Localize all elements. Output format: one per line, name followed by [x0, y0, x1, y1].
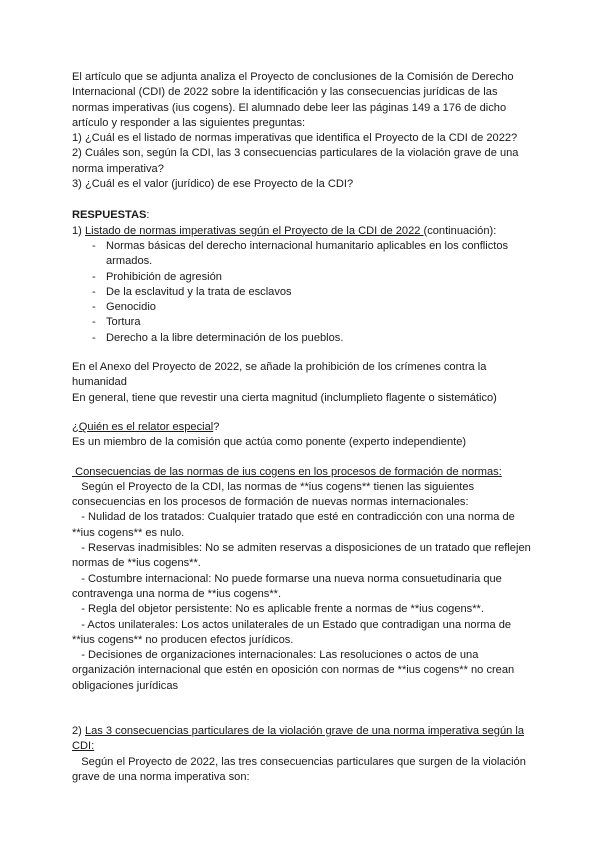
intro-paragraph: El artículo que se adjunta analiza el Proyecto de conclusiones de la Comisión de Derecho Internacional (CDI) de 2022 sobre la identificación y las consecuencias jurídicas de las normas imperativas (ius cogens). El alumnado debe leer las páginas 149 a 176 de dicho artículo y responder a las siguientes preguntas: — [72, 71, 514, 129]
relator-question-text: Quién es el relator especial — [78, 420, 214, 433]
document-page — [72, 70, 532, 785]
list-item: - Normas básicas del derecho internacional humanitario aplicables en los conflictos armados. — [92, 239, 532, 270]
norms-list — [72, 239, 532, 346]
consequence-item: - Regla del objetor persistente: No es aplicable frente a normas de **ius cogens**. — [72, 603, 484, 616]
answers-heading-colon: : — [146, 209, 150, 222]
question-2: 2) Cuáles son, según la CDI, las 3 consecuencias particulares de la violación grave de una norma imperativa? — [72, 147, 519, 175]
consequences-title-line — [72, 465, 532, 480]
question-3: 3) ¿Cuál es el valor (jurídico) de ese Proyecto de la CDI? — [72, 178, 354, 191]
list-item: - Genocidio — [92, 300, 532, 315]
answer-2-title: Las 3 consecuencias particulares de la violación grave de una norma imperativa según la CDI: — [72, 724, 525, 753]
list-item: - Tortura — [92, 315, 532, 330]
consequence-item: - Decisiones de organizaciones internacionales: Las resoluciones o actos de una organización internacional que estén en oposición con normas de **ius cogens** no crean obligaciones jurídicas — [72, 649, 518, 692]
consequence-item: - Nulidad de los tratados: Cualquier tratado que esté en contradicción con una norma de **ius cogens** es nulo. — [72, 511, 518, 539]
consequences-intro: Según el Proyecto de la CDI, las normas de **ius cogens** tienen las siguientes consecuencias en los procesos de formación de nuevas normas internacionales: — [72, 480, 478, 509]
consequences-title: Consecuencias de las normas de ius cogens en los procesos de formación de normas: — [72, 465, 502, 478]
answer-2-number: 2) — [72, 724, 85, 737]
general-note: En general, tiene que revestir una cierta magnitud (inclumplieto flagente o sistemático) — [72, 391, 497, 404]
list-item: - Prohibición de agresión — [92, 270, 532, 285]
list-item: - Derecho a la libre determinación de los pueblos. — [92, 331, 532, 346]
consequence-item: - Costumbre internacional: No puede formarse una nueva norma consuetudinaria que contravenga una norma de **ius cogens**. — [72, 572, 505, 600]
relator-question-prefix: ¿ — [72, 420, 79, 433]
answer-1-title-line — [72, 224, 532, 239]
question-1: 1) ¿Cuál es el listado de normas imperativas que identifica el Proyecto de la CDI de 2022? — [72, 132, 518, 145]
answer-2-intro: Según el Proyecto de 2022, las tres consecuencias particulares que surgen de la violación grave de una norma imperativa son: — [72, 755, 529, 783]
answer-1-number: 1) — [72, 224, 85, 237]
answers-heading: RESPUESTAS — [72, 209, 147, 222]
answer-1-suffix: (continuación): — [423, 224, 497, 237]
answers-heading-line — [72, 208, 532, 223]
relator-question — [72, 420, 532, 435]
consequence-item: - Reservas inadmisibles: No se admiten reservas a disposiciones de un tratado que reflejen normas de **ius cogens**. — [72, 542, 534, 570]
annex-note: En el Anexo del Proyecto de 2022, se añade la prohibición de los crímenes contra la humanidad — [72, 361, 487, 389]
answer-1-title: Listado de normas imperativas según el Proyecto de la CDI de 2022 — [84, 224, 424, 237]
relator-question-suffix: ? — [213, 420, 220, 433]
relator-answer: Es un miembro de la comisión que actúa como ponente (experto independiente) — [72, 436, 467, 449]
answer-2-title-line — [72, 724, 532, 755]
consequence-item: - Actos unilaterales: Los actos unilaterales de un Estado que contradigan una norma de **ius cogens** no producen efectos jurídicos. — [72, 618, 515, 646]
list-item: - De la esclavitud y la trata de esclavos — [92, 285, 532, 300]
